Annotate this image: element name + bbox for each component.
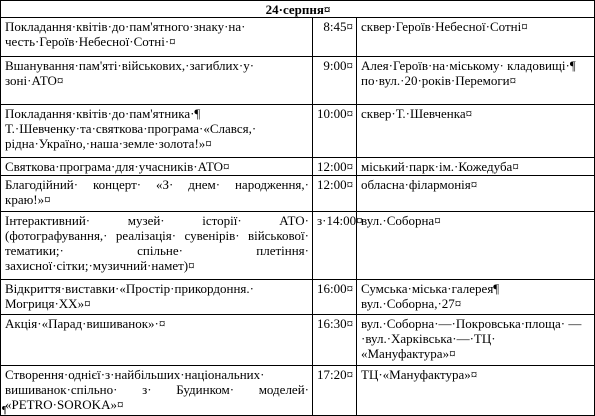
paragraph-mark: ¶	[2, 405, 7, 416]
place-cell: сквер·Героїв·Небесної·Сотні¤	[357, 18, 595, 57]
event-cell: Покладання·квітів·до·пам'ятника·¶ Т.·Шевченку·та·святкова·програма·«Слався,· рідна·Україно,·наша·земле·золота!»¤	[1, 105, 313, 158]
event-cell: Вшанування·пам'яті·військових,·загиблих·у· зоні·АТО¤	[1, 57, 313, 105]
event-cell: Покладання·квітів·до·пам'ятного·знаку·на· честь·Героїв·Небесної·Сотні·¤	[1, 18, 313, 57]
time-cell: з·14:00¤	[313, 212, 357, 280]
table-row	[1, 105, 595, 158]
table-row	[1, 280, 595, 315]
event-cell: Інтерактивний· музей· історії· АТО· (фотографування,· реалізація· сувенірів· військової· тематики;· спільне· плетіння· захисної·сітки;·музичний·намет)¤	[1, 212, 313, 280]
table-row	[1, 366, 595, 416]
table-row	[1, 176, 595, 212]
place-cell: Алея·Героїв·на·міському· кладовищі·¶ по·вул.·20·років·Перемоги¤	[357, 57, 595, 105]
table-row	[1, 57, 595, 105]
event-cell: Акція·«Парад·вишиванок»·¤	[1, 315, 313, 366]
place-cell: Сумська·міська·галерея¶ вул.·Соборна,·27¤	[357, 280, 595, 315]
event-cell: Святкова·програма·для·учасників·АТО¤	[1, 158, 313, 176]
table-row	[1, 18, 595, 57]
place-cell: ТЦ·«Мануфактура»¤	[357, 366, 595, 416]
time-cell: 12:00¤	[313, 176, 357, 212]
table-row	[1, 158, 595, 176]
table-row	[1, 212, 595, 280]
event-cell: Відкриття·виставки·«Простір·прикордоння.· Могриця·XX»¤	[1, 280, 313, 315]
event-cell: Створення·однієї·з·найбільших·національних· вишиванок·спільно· з· Будинком· моделей· «PETRO·SOROKA»¤	[1, 366, 313, 416]
date-header: 24·серпня¤	[1, 1, 595, 18]
place-cell: сквер·Т.·Шевченка¤	[357, 105, 595, 158]
place-cell: вул.·Соборна¤	[357, 212, 595, 280]
time-cell: 16:30¤	[313, 315, 357, 366]
time-cell: 16:00¤	[313, 280, 357, 315]
time-cell: 9:00¤	[313, 57, 357, 105]
time-cell: 10:00¤	[313, 105, 357, 158]
time-cell: 8:45¤	[313, 18, 357, 57]
date-header-row	[1, 1, 595, 18]
place-cell: міський·парк·ім.·Кожедуба¤	[357, 158, 595, 176]
place-cell: обласна·філармонія¤	[357, 176, 595, 212]
place-cell: вул.·Соборна·—·Покровська·площа· —·вул.·Харківська·—·ТЦ· «Мануфактура»¤	[357, 315, 595, 366]
table-row	[1, 315, 595, 366]
event-cell: Благодійний· концерт· «З· днем· народження,· краю!»¤	[1, 176, 313, 212]
time-cell: 17:20¤	[313, 366, 357, 416]
time-cell: 12:00¤	[313, 158, 357, 176]
